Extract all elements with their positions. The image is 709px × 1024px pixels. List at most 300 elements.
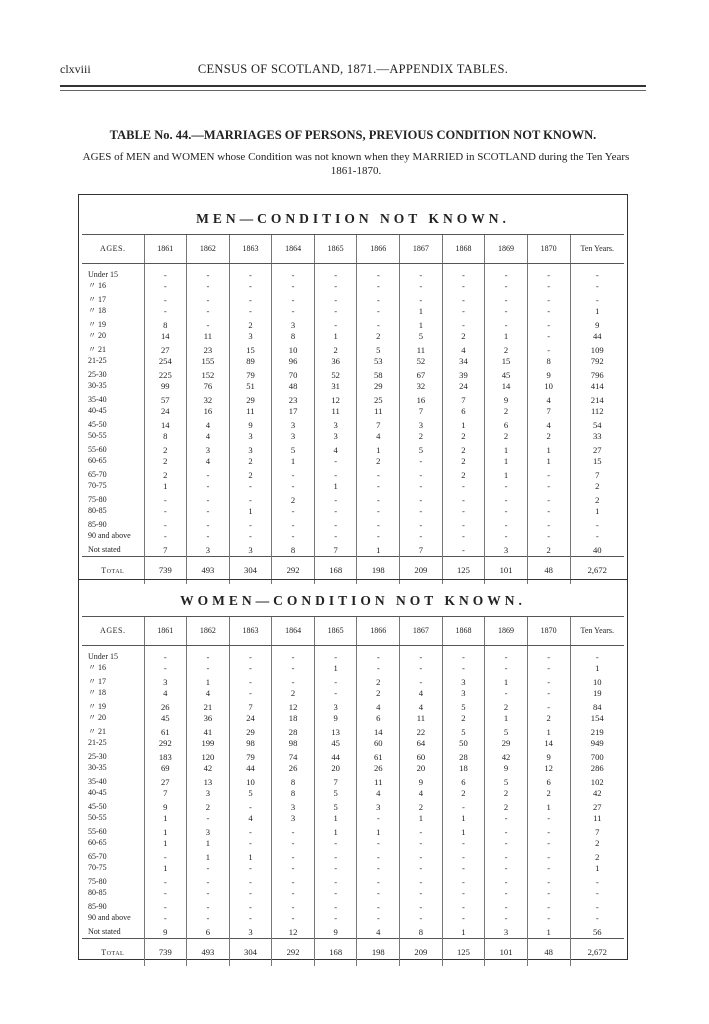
table-cell: 5 — [314, 798, 357, 813]
table-cell: 2 — [442, 331, 485, 342]
table-cell: - — [187, 531, 230, 542]
table-row — [82, 713, 624, 724]
table-cell: 3 — [272, 416, 315, 431]
table-cell: 286 — [570, 763, 624, 774]
table-cell: 14 — [144, 331, 187, 342]
table-cell: - — [229, 888, 272, 899]
table-cell: 2 — [272, 491, 315, 506]
table-cell: - — [357, 291, 400, 306]
row-label: 75-80 — [88, 495, 107, 504]
row-label: 60-65 — [88, 837, 107, 847]
table-cell: 21 — [187, 698, 230, 713]
table-cell: - — [272, 898, 315, 913]
table-cell: - — [357, 531, 400, 542]
table-row — [82, 688, 624, 699]
row-label: 21-25 — [88, 355, 107, 365]
table-cell: 36 — [314, 356, 357, 367]
table-cell: 20 — [314, 763, 357, 774]
row-label: 55-60 — [88, 445, 107, 454]
table-cell: - — [314, 456, 357, 467]
table-cell: - — [187, 466, 230, 481]
table-cell: 29 — [229, 391, 272, 406]
table-cell: - — [485, 898, 528, 913]
table-cell: 4 — [187, 456, 230, 467]
row-label: AGES. — [82, 617, 144, 646]
table-cell: - — [229, 663, 272, 674]
table-cell: 1 — [485, 466, 528, 481]
table-row — [82, 431, 624, 442]
table-cell: 44 — [314, 748, 357, 763]
row-label: 〃 17 — [88, 677, 106, 686]
women-section-title: WOMEN—CONDITION NOT KNOWN. — [180, 593, 526, 608]
table-cell: 1 — [485, 331, 528, 342]
table-cell: - — [442, 888, 485, 899]
table-cell: 51 — [229, 381, 272, 392]
table-cell: 125 — [442, 938, 485, 966]
row-label: Not stated — [88, 927, 121, 936]
table-cell: 4 — [527, 416, 570, 431]
table-cell: 8 — [272, 331, 315, 342]
table-cell: 1863 — [229, 235, 272, 264]
men-section-title: MEN—CONDITION NOT KNOWN. — [196, 211, 510, 226]
table-cell: 42 — [570, 788, 624, 799]
table-cell: 1 — [570, 306, 624, 317]
table-cell: 60 — [357, 738, 400, 749]
table-cell: - — [400, 481, 443, 492]
table-cell: - — [272, 913, 315, 924]
table-cell: - — [187, 316, 230, 331]
table-cell: - — [144, 306, 187, 317]
table-cell: - — [527, 913, 570, 924]
table-cell: 739 — [144, 938, 187, 966]
table-row — [82, 773, 624, 788]
row-label: 25-30 — [88, 370, 107, 379]
table-cell: - — [272, 281, 315, 292]
table-cell: - — [272, 466, 315, 481]
table-cell: - — [272, 873, 315, 888]
table-cell: - — [314, 506, 357, 517]
table-cell: 2,672 — [570, 938, 624, 966]
table-cell: 1 — [314, 663, 357, 674]
table-cell: - — [485, 491, 528, 506]
row-label: 70-75 — [88, 862, 107, 872]
table-cell: 2 — [229, 316, 272, 331]
row-label: 〃 16 — [88, 662, 106, 672]
table-cell: 5 — [272, 441, 315, 456]
table-cell: 1 — [442, 923, 485, 938]
table-cell: - — [442, 481, 485, 492]
table-cell: 198 — [357, 556, 400, 584]
table-cell: - — [314, 888, 357, 899]
table-cell: 2 — [442, 788, 485, 799]
table-row — [82, 491, 624, 506]
table-cell: - — [400, 873, 443, 888]
table-cell: - — [144, 873, 187, 888]
table-cell: - — [400, 516, 443, 531]
table-cell: 14 — [357, 723, 400, 738]
table-cell: - — [400, 673, 443, 688]
table-cell: - — [187, 888, 230, 899]
table-cell: 2 — [527, 431, 570, 442]
table-cell: - — [144, 848, 187, 863]
table-cell: 3 — [442, 673, 485, 688]
table-cell: - — [314, 281, 357, 292]
table-cell: - — [144, 531, 187, 542]
table-cell: 1 — [485, 673, 528, 688]
table-cell: 2 — [144, 441, 187, 456]
table-cell: 1866 — [357, 235, 400, 264]
table-row — [82, 823, 624, 838]
table-cell: 125 — [442, 556, 485, 584]
table-cell: - — [400, 270, 443, 281]
table-row — [82, 663, 624, 674]
table-cell: 7 — [442, 391, 485, 406]
table-row — [82, 366, 624, 381]
table-cell: 198 — [357, 938, 400, 966]
table-cell: - — [485, 888, 528, 899]
table-row — [82, 516, 624, 531]
table-cell: - — [144, 281, 187, 292]
table-cell: - — [527, 506, 570, 517]
table-cell: Ten Years. — [570, 235, 624, 264]
table-cell: - — [187, 813, 230, 824]
table-cell: 9 — [485, 763, 528, 774]
table-cell: - — [357, 838, 400, 849]
table-cell: - — [272, 863, 315, 874]
table-cell: 79 — [229, 366, 272, 381]
table-cell: 64 — [400, 738, 443, 749]
table-row — [82, 416, 624, 431]
table-cell: 26 — [144, 698, 187, 713]
table-cell: 7 — [144, 541, 187, 556]
table-cell: 2 — [144, 456, 187, 467]
table-cell: 2 — [527, 788, 570, 799]
table-cell: - — [357, 873, 400, 888]
table-cell: - — [272, 663, 315, 674]
table-cell: 2 — [400, 431, 443, 442]
table-cell: 1868 — [442, 617, 485, 646]
table-cell: 1 — [357, 541, 400, 556]
table-row — [82, 456, 624, 467]
table-cell: 183 — [144, 748, 187, 763]
table-cell: 1 — [357, 441, 400, 456]
table-row — [82, 406, 624, 417]
table-cell: 9 — [400, 773, 443, 788]
table-cell: 949 — [570, 738, 624, 749]
table-cell: 1 — [314, 481, 357, 492]
table-cell: 101 — [485, 556, 528, 584]
table-cell: - — [144, 652, 187, 663]
table-cell: - — [357, 481, 400, 492]
table-cell: 3 — [187, 441, 230, 456]
table-cell: 12 — [314, 391, 357, 406]
row-label: AGES. — [82, 235, 144, 264]
table-cell: - — [442, 281, 485, 292]
table-cell: - — [229, 481, 272, 492]
table-cell: 1 — [485, 456, 528, 467]
table-cell: - — [357, 491, 400, 506]
table-cell: 12 — [527, 763, 570, 774]
table-cell: 29 — [357, 381, 400, 392]
table-cell: - — [527, 491, 570, 506]
table-cell: - — [485, 281, 528, 292]
table-cell: 14 — [527, 738, 570, 749]
table-row — [82, 381, 624, 392]
table-cell: - — [485, 848, 528, 863]
table-cell: 3 — [229, 923, 272, 938]
table-cell: 109 — [570, 341, 624, 356]
table-cell: - — [527, 863, 570, 874]
table-cell: - — [570, 270, 624, 281]
row-label: 90 and above — [88, 530, 131, 540]
table-cell: - — [229, 873, 272, 888]
row-label: 40-45 — [88, 405, 107, 415]
table-cell: 414 — [570, 381, 624, 392]
table-cell: 3 — [272, 813, 315, 824]
table-cell: - — [485, 291, 528, 306]
table-cell: 4 — [400, 698, 443, 713]
table-cell: 7 — [527, 406, 570, 417]
table-cell: - — [570, 873, 624, 888]
table-cell: - — [144, 270, 187, 281]
table-cell: 101 — [485, 938, 528, 966]
table-cell: - — [272, 888, 315, 899]
table-cell: - — [229, 838, 272, 849]
table-row — [82, 466, 624, 481]
table-cell: 2 — [485, 406, 528, 417]
table-cell: - — [272, 652, 315, 663]
table-cell: - — [400, 848, 443, 863]
table-cell: - — [400, 491, 443, 506]
table-cell: 1869 — [485, 235, 528, 264]
table-cell: 4 — [442, 341, 485, 356]
row-label: 65-70 — [88, 470, 107, 479]
table-cell: - — [272, 306, 315, 317]
table-cell: 3 — [229, 331, 272, 342]
table-row — [82, 748, 624, 763]
table-cell: 2,672 — [570, 556, 624, 584]
table-cell: 1866 — [357, 617, 400, 646]
table-cell: 10 — [272, 341, 315, 356]
header-rule-thin — [60, 90, 646, 91]
table-cell: 7 — [229, 698, 272, 713]
table-cell: - — [229, 823, 272, 838]
table-cell: 4 — [357, 923, 400, 938]
table-cell: 14 — [144, 416, 187, 431]
table-cell: 11 — [187, 331, 230, 342]
table-row — [82, 923, 624, 938]
table-cell: 25 — [357, 391, 400, 406]
page-number: clxviii — [60, 62, 91, 76]
table-cell: 2 — [442, 466, 485, 481]
table-cell: - — [485, 306, 528, 317]
row-label: 45-50 — [88, 420, 107, 429]
table-cell: 9 — [144, 923, 187, 938]
table-cell: - — [400, 281, 443, 292]
table-cell: - — [442, 913, 485, 924]
table-cell: 2 — [272, 688, 315, 699]
table-cell: 120 — [187, 748, 230, 763]
table-cell: - — [400, 838, 443, 849]
table-cell: 2 — [229, 456, 272, 467]
table-cell: - — [527, 888, 570, 899]
table-cell: 1 — [187, 838, 230, 849]
table-cell: - — [187, 913, 230, 924]
table-cell: - — [570, 516, 624, 531]
table-cell: - — [527, 838, 570, 849]
table-cell: 1 — [400, 316, 443, 331]
column-header-row — [82, 617, 624, 646]
row-label: 〃 20 — [88, 712, 106, 722]
table-cell: 3 — [229, 431, 272, 442]
row-label: 〃 19 — [88, 702, 106, 711]
table-row — [82, 652, 624, 663]
table-cell: 3 — [400, 416, 443, 431]
table-cell: 24 — [144, 406, 187, 417]
table-cell: 29 — [485, 738, 528, 749]
table-cell: - — [314, 848, 357, 863]
table-cell: - — [357, 888, 400, 899]
table-cell: 2 — [187, 798, 230, 813]
table-cell: 31 — [314, 381, 357, 392]
table-cell: 4 — [357, 698, 400, 713]
row-label: 〃 18 — [88, 687, 106, 697]
table-cell: 493 — [187, 556, 230, 584]
table-cell: 12 — [272, 698, 315, 713]
table-cell: - — [527, 873, 570, 888]
table-cell: 1863 — [229, 617, 272, 646]
table-cell: - — [527, 341, 570, 356]
table-cell: 15 — [485, 356, 528, 367]
table-cell: - — [314, 838, 357, 849]
row-label: Under 15 — [88, 270, 118, 279]
table-cell: 3 — [485, 541, 528, 556]
table-cell: - — [187, 652, 230, 663]
table-cell: 8 — [400, 923, 443, 938]
table-cell: - — [187, 898, 230, 913]
table-cell: 42 — [187, 763, 230, 774]
row-label: 50-55 — [88, 812, 107, 822]
row-label: 50-55 — [88, 430, 107, 440]
table-cell: - — [527, 316, 570, 331]
table-cell: - — [229, 281, 272, 292]
table-cell: 1861 — [144, 235, 187, 264]
table-cell: - — [442, 863, 485, 874]
table-cell: 5 — [400, 331, 443, 342]
table-cell: 11 — [357, 773, 400, 788]
table-cell: 168 — [314, 938, 357, 966]
table-cell: 1 — [527, 456, 570, 467]
table-cell: - — [400, 506, 443, 517]
women-table — [82, 616, 624, 966]
table-cell: - — [187, 481, 230, 492]
table-cell: 48 — [272, 381, 315, 392]
table-cell: 199 — [187, 738, 230, 749]
running-title: CENSUS OF SCOTLAND, 1871.—APPENDIX TABLES. — [197, 62, 509, 76]
table-row — [82, 738, 624, 749]
table-cell: - — [442, 270, 485, 281]
row-label: 35-40 — [88, 395, 107, 404]
table-row — [82, 391, 624, 406]
table-cell: 1 — [527, 723, 570, 738]
table-cell: - — [272, 481, 315, 492]
table-cell: 1868 — [442, 235, 485, 264]
row-label: 70-75 — [88, 480, 107, 490]
table-cell: 8 — [272, 773, 315, 788]
table-cell: - — [144, 516, 187, 531]
row-label: 30-35 — [88, 762, 107, 772]
table-cell: 5 — [485, 723, 528, 738]
table-cell: 3 — [229, 441, 272, 456]
table-cell: 154 — [570, 713, 624, 724]
table-cell: 5 — [357, 341, 400, 356]
table-cell: - — [229, 270, 272, 281]
table-cell: - — [272, 270, 315, 281]
table-cell: - — [187, 291, 230, 306]
table-cell: 4 — [527, 391, 570, 406]
table-cell: - — [485, 516, 528, 531]
table-cell: - — [527, 652, 570, 663]
table-cell: 3 — [485, 923, 528, 938]
table-cell: 1 — [144, 863, 187, 874]
table-cell: - — [442, 306, 485, 317]
table-cell: 102 — [570, 773, 624, 788]
row-label: Not stated — [88, 545, 121, 554]
table-cell: 3 — [272, 431, 315, 442]
table-row — [82, 306, 624, 317]
row-label: Total — [82, 556, 144, 584]
row-label: 40-45 — [88, 787, 107, 797]
table-cell: 3 — [357, 798, 400, 813]
table-cell: 6 — [442, 773, 485, 788]
table-cell: - — [442, 316, 485, 331]
table-cell: 11 — [229, 406, 272, 417]
table-cell: 292 — [272, 938, 315, 966]
table-cell: 4 — [187, 416, 230, 431]
table-cell: 168 — [314, 556, 357, 584]
table-cell: 76 — [187, 381, 230, 392]
table-cell: - — [442, 491, 485, 506]
table-cell: 219 — [570, 723, 624, 738]
table-cell: - — [187, 506, 230, 517]
table-row — [82, 898, 624, 913]
table-cell: - — [357, 506, 400, 517]
row-label: 75-80 — [88, 877, 107, 886]
table-cell: 6 — [187, 923, 230, 938]
table-cell: - — [485, 652, 528, 663]
table-cell: 2 — [570, 838, 624, 849]
table-cell: 23 — [272, 391, 315, 406]
table-cell: - — [357, 270, 400, 281]
row-label: 55-60 — [88, 827, 107, 836]
table-cell: - — [527, 663, 570, 674]
table-cell: - — [314, 898, 357, 913]
row-label: 85-90 — [88, 520, 107, 529]
table-cell: - — [187, 663, 230, 674]
table-cell: 9 — [570, 316, 624, 331]
table-cell: 11 — [400, 713, 443, 724]
table-cell: - — [442, 506, 485, 517]
column-header-row — [82, 235, 624, 264]
table-cell: 6 — [527, 773, 570, 788]
table-row — [82, 316, 624, 331]
table-description: AGES of MEN and WOMEN whose Condition was not known when they MARRIED in SCOTLAND during the Ten Years 1861-1870. — [82, 151, 630, 177]
table-cell: - — [527, 531, 570, 542]
table-row — [82, 723, 624, 738]
table-cell: - — [314, 873, 357, 888]
table-cell: - — [314, 652, 357, 663]
table-cell: 56 — [570, 923, 624, 938]
